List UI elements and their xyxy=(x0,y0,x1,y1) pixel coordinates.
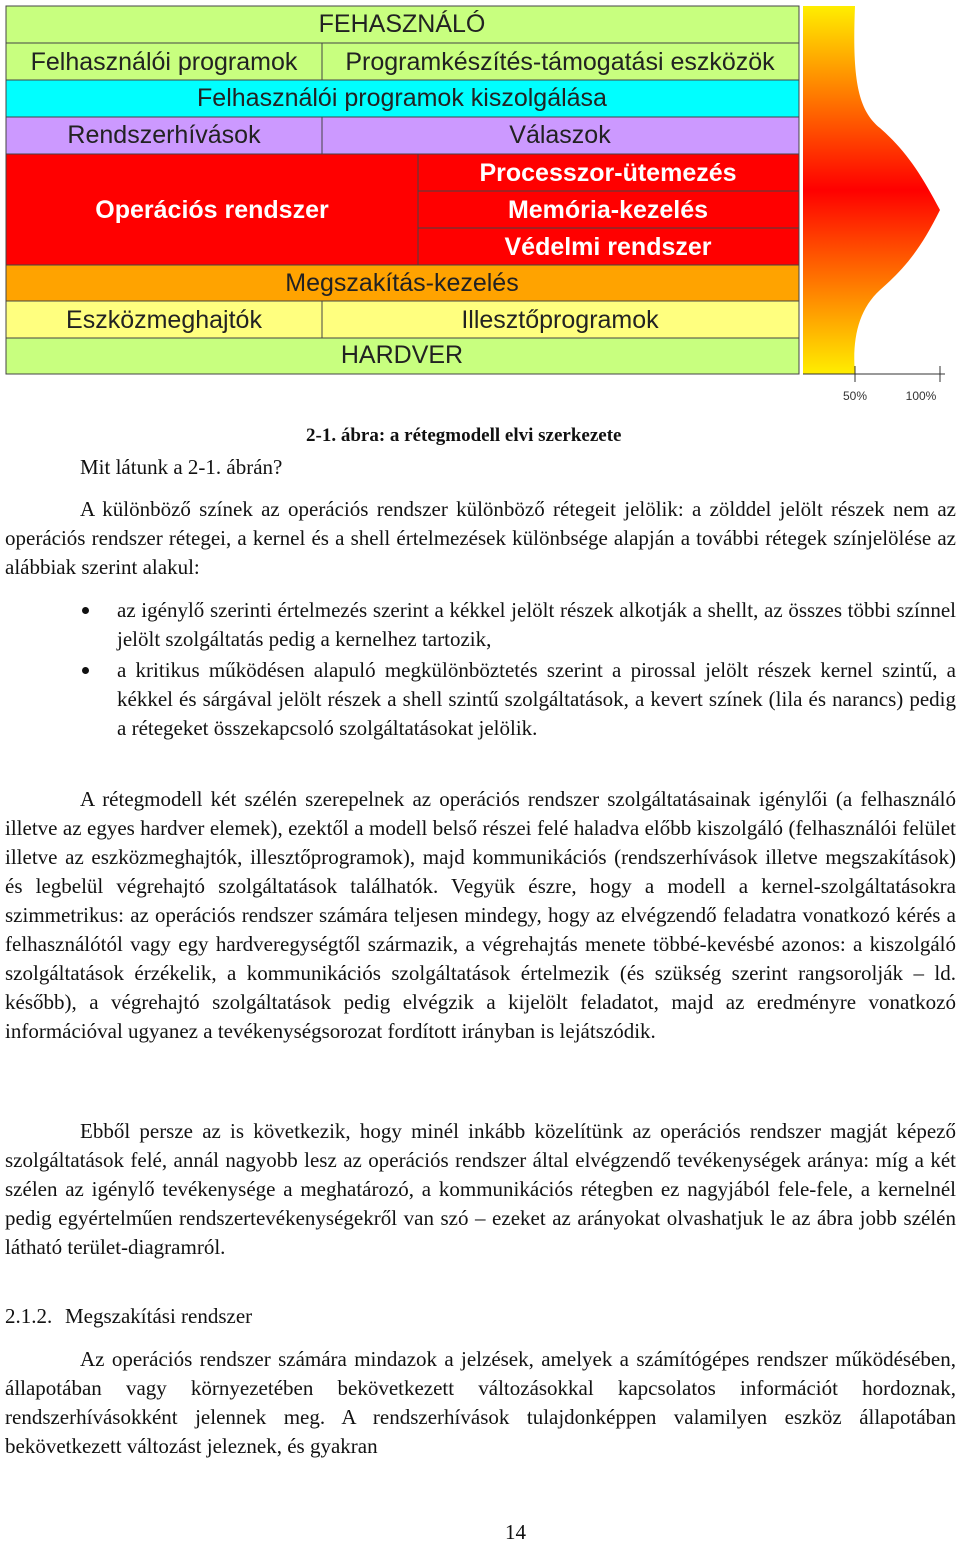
axis-label-50: 50% xyxy=(842,389,868,403)
label-hardware: HARDVER xyxy=(340,341,464,369)
figure-caption: 2-1. ábra: a rétegmodell elvi szerkezete xyxy=(306,425,622,446)
bullet-list xyxy=(0,596,956,745)
label-adapters: Illesztőprogramok xyxy=(461,306,659,334)
paragraph-proportions: Ebből persze az is következik, hogy minél inkább közelítünk az operációs rendszer magját képező szolgáltatások felé, annál nagyobb lesz az operációs rendszer által elvégzendő tevékenységek aránya: míg a két szélen az igénylő tevékenysége a meghatározó, a kommunikációs rétegben ez nagyjából fele-fele, a kernelnél pedig egyértelműen rendszertevékenységekről van szó – ezeket az arányokat olvashatjuk le az ábra jobb szélén látható terület-diagramról. xyxy=(5,1119,956,1259)
label-interrupts: Megszakítás-kezelés xyxy=(285,269,519,297)
bullet-icon xyxy=(82,667,89,674)
paragraph-colors: A különböző színek az operációs rendszer különböző rétegeit jelölik: a zölddel jelölt részek nem az operációs rendszer rétegei, a kernel és a shell értelmezések különbsége alapján a további rétegek színjelölése az alábbiak szerint alakul: xyxy=(5,497,956,579)
label-drivers: Eszközmeghajtók xyxy=(66,306,262,334)
paragraph-interrupts: Az operációs rendszer számára mindazok a jelzések, amelyek a számítógépes rendszer működésében, állapotában vagy környezetében bekövetkezett változásokkal kapcsolatos információt hordoznak, rendszerhívásokként jelennek meg. A rendszerhívások tulajdonképpen valamilyen eszköz állapotában bekövetkezett változást jeleznek, és gyakran xyxy=(5,1347,956,1458)
layer-model-diagram xyxy=(0,0,960,410)
section-number: 2.1.2. xyxy=(5,1304,53,1328)
label-os: Operációs rendszer xyxy=(95,196,329,224)
label-responses: Válaszok xyxy=(509,121,611,149)
label-memory: Memória-kezelés xyxy=(507,196,709,224)
label-ui-service: Felhasználói programok kiszolgálása xyxy=(197,84,607,112)
list-item-text: a kritikus működésen alapuló megkülönböztetés szerint a pirossal jelölt részek kernel szintű, a kékkel és sárgával jelölt részek a shell szintű szolgáltatások, a kevert színek (lila és narancs) pedig a rétegeket összekapcsoló szolgáltatásokat jelölik. xyxy=(117,658,956,740)
page-number: 14 xyxy=(505,1520,526,1544)
list-item xyxy=(0,596,956,654)
question-text: Mit látunk a 2-1. ábrán? xyxy=(80,455,283,479)
label-syscalls: Rendszerhívások xyxy=(67,121,261,149)
label-user-programs: Felhasználói programok xyxy=(30,48,298,76)
section-title: Megszakítási rendszer xyxy=(65,1304,253,1328)
label-user: FEHASZNÁLÓ xyxy=(318,10,486,38)
proportion-area xyxy=(803,6,940,374)
axis-label-100: 100% xyxy=(905,389,937,403)
label-scheduler: Processzor-ütemezés xyxy=(479,159,737,187)
paragraph-layers: A rétegmodell két szélén szerepelnek az operációs rendszer szolgáltatásainak igénylői (a felhasználó illetve az egyes hardver elemek), ezektől a modell belső részei felé haladva előbb kiszolgáló (felhasználói felület illetve az eszközmeghajtók, illesztőprogramok), majd kommunikációs (rendszerhívások illetve megszakítások) és legbelül végrehajtó szolgáltatások találhatók. Vegyük észre, hogy a modell a kernel-szolgáltatásokra szimmetrikus: az operációs rendszer számára teljesen mindegy, hogy az elvégzendő feladatra vonatkozó kérés a felhasználótól vagy egy hardveregységtől származik, a végrehajtás menete többé-kevésbé azonos: a kiszolgáló szolgáltatások érzékelik, a kommunikációs szolgáltatások értelmezik (és szükség szerint rangsorolják – ld. később), a végrehajtó szolgáltatások pedig elvégzik a kijelölt feladatot, majd az eredményre vonatkozó információval ugyanez a tevékenységsorozat fordított irányban is lejátszódik. xyxy=(5,787,956,1043)
section-heading xyxy=(5,1304,252,1329)
label-protection: Védelmi rendszer xyxy=(504,233,712,261)
label-dev-tools: Programkészítés-támogatási eszközök xyxy=(345,48,775,76)
bullet-icon xyxy=(82,607,89,614)
list-item-text: az igénylő szerinti értelmezés szerint a kékkel jelölt részek alkotják a shellt, az összes többi színnel jelölt szolgáltatás pedig a kernelhez tartozik, xyxy=(117,598,956,651)
list-item xyxy=(0,656,956,743)
